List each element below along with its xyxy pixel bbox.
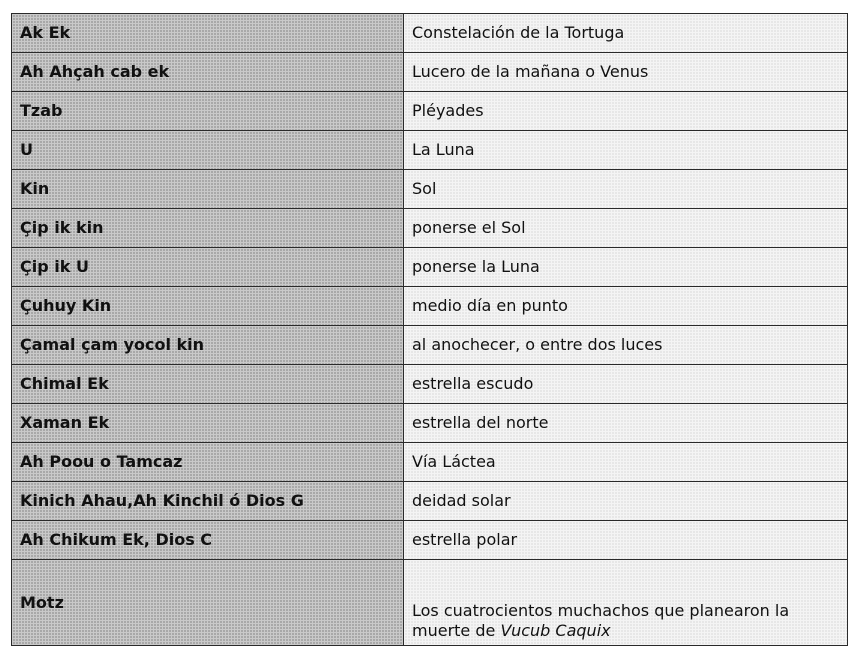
table-row [12,560,848,646]
table-row [12,209,848,248]
meaning-italic-name: Vucub Caquix [500,621,611,640]
meaning-cell: estrella del norte [404,404,848,443]
term-cell: Ah Chikum Ek, Dios C [12,521,404,560]
meaning-cell: estrella escudo [404,365,848,404]
meaning-cell: Sol [404,170,848,209]
maya-astronomy-table-container [11,13,847,646]
term-cell: Ah Poou o Tamcaz [12,443,404,482]
meaning-cell: al anochecer, o entre dos luces [404,326,848,365]
meaning-cell: medio día en punto [404,287,848,326]
meaning-cell: ponerse la Luna [404,248,848,287]
meaning-cell: Lucero de la mañana o Venus [404,53,848,92]
term-cell: Çip ik kin [12,209,404,248]
table-row [12,326,848,365]
maya-astronomy-table [11,13,848,646]
term-cell: Kin [12,170,404,209]
term-cell: Chimal Ek [12,365,404,404]
term-cell: Çip ik U [12,248,404,287]
term-cell: U [12,131,404,170]
table-row [12,404,848,443]
meaning-cell: Vía Láctea [404,443,848,482]
meaning-text: Los cuatrocientos muchachos que planearon la muerte de [412,601,790,640]
table-row [12,521,848,560]
table-row [12,131,848,170]
table-row [12,443,848,482]
table-row [12,248,848,287]
term-cell: Çamal çam yocol kin [12,326,404,365]
term-cell: Kinich Ahau,Ah Kinchil ó Dios G [12,482,404,521]
table-row [12,53,848,92]
term-cell: Xaman Ek [12,404,404,443]
table-row [12,170,848,209]
term-cell: Çuhuy Kin [12,287,404,326]
term-cell: Motz [12,560,404,646]
meaning-cell [404,560,848,646]
table-row [12,287,848,326]
term-cell: Ah Ahçah cab ek [12,53,404,92]
meaning-cell: estrella polar [404,521,848,560]
table-row [12,14,848,53]
table-row [12,482,848,521]
table-row [12,92,848,131]
meaning-cell: deidad solar [404,482,848,521]
meaning-cell: Pléyades [404,92,848,131]
term-cell: Tzab [12,92,404,131]
meaning-cell: Constelación de la Tortuga [404,14,848,53]
meaning-cell: La Luna [404,131,848,170]
meaning-cell: ponerse el Sol [404,209,848,248]
table-row [12,365,848,404]
term-cell: Ak Ek [12,14,404,53]
